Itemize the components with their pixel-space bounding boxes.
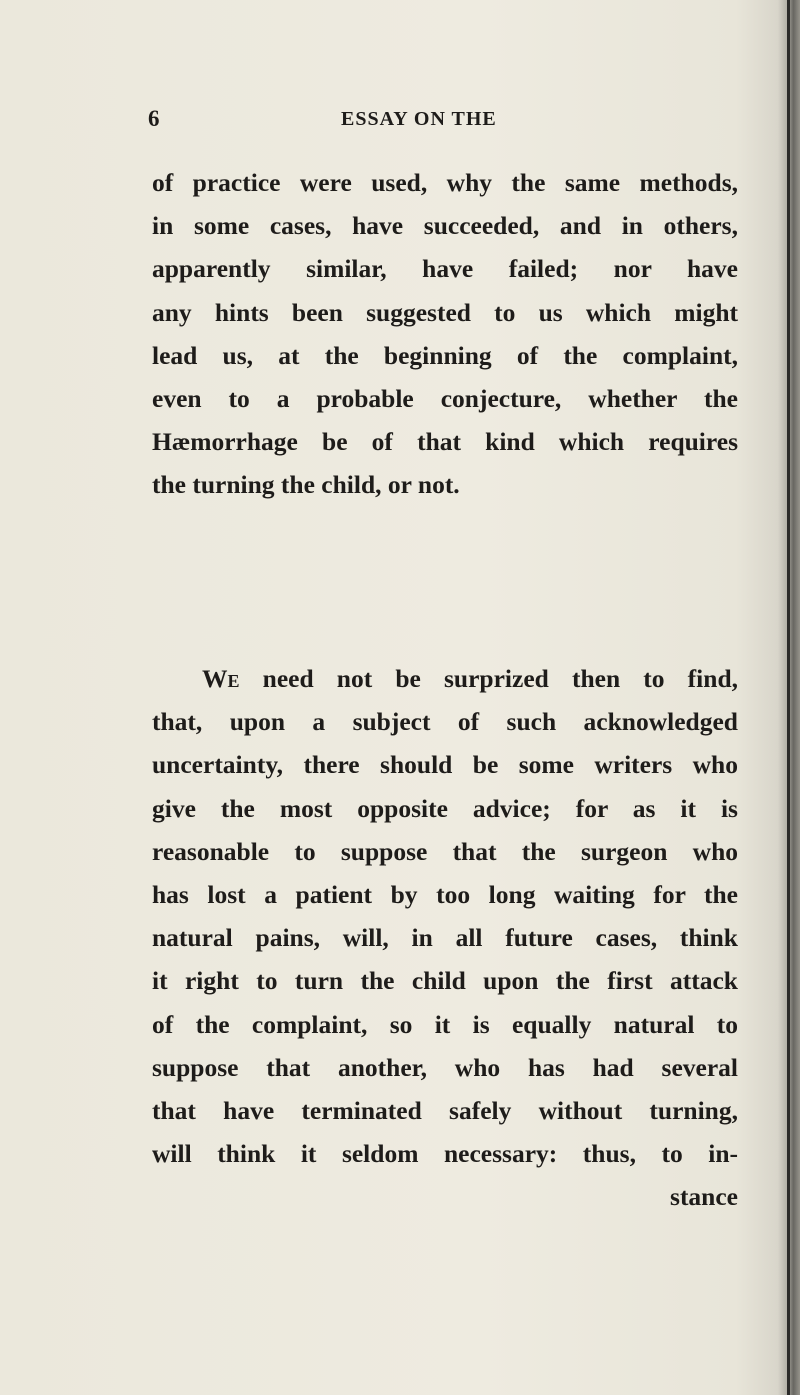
paragraph-1 (152, 161, 738, 507)
text-line: natural pains, will, in all future cases, think (152, 923, 738, 953)
page-edge-line (787, 0, 790, 1395)
text-line: suppose that another, who has had several (152, 1052, 738, 1082)
text-line: of the complaint, so it is equally natural to (152, 1009, 738, 1039)
text-line: any hints been suggested to us which might (152, 297, 738, 327)
paragraph-2 (152, 657, 738, 1218)
page-header (0, 106, 800, 136)
catchword: stance (670, 1182, 738, 1212)
small-caps-opening-word: We (202, 664, 240, 693)
text-line: even to a probable conjecture, whether the (152, 383, 738, 413)
text-line: that, upon a subject of such acknowledged (152, 707, 738, 737)
text-line: lead us, at the beginning of the complaint, (152, 340, 738, 370)
page-number: 6 (148, 106, 160, 131)
text-line: the turning the child, or not. (152, 470, 460, 500)
text-line: in some cases, have succeeded, and in others, (152, 211, 738, 241)
text-line: give the most opposite advice; for as it is (152, 793, 738, 823)
text-line: uncertainty, there should be some writers who (152, 750, 738, 780)
text-line: of practice were used, why the same methods, (152, 168, 738, 197)
text-line-first (152, 657, 738, 700)
text-line: Hæmorrhage be of that kind which requires (152, 427, 738, 457)
first-line-text: need not be surprized then to find, (239, 664, 738, 693)
text-line: will think it seldom necessary: thus, to in- (152, 1139, 738, 1169)
running-head: ESSAY ON THE (341, 108, 497, 130)
text-line: it right to turn the child upon the first attack (152, 966, 738, 996)
text-line: apparently similar, have failed; nor have (152, 254, 738, 284)
text-line: reasonable to suppose that the surgeon who (152, 836, 738, 866)
text-line: that have terminated safely without turning, (152, 1095, 738, 1125)
text-line: has lost a patient by too long waiting for the (152, 879, 738, 909)
